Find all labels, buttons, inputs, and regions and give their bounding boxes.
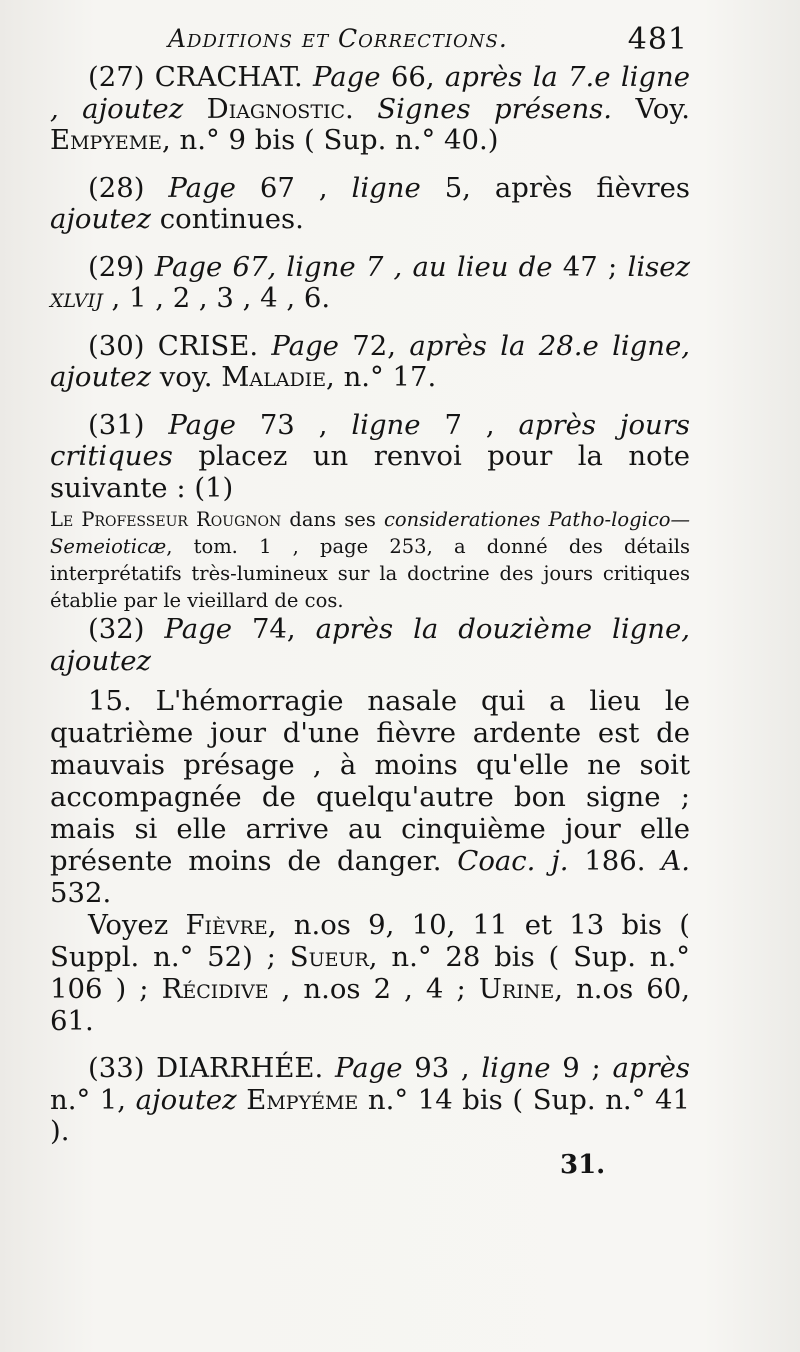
footnote	[50, 506, 690, 614]
entry-number: (32)	[88, 613, 145, 645]
entry-heading: CRISE.	[157, 329, 259, 362]
entry-text: Page	[168, 408, 236, 441]
entry-27	[50, 62, 690, 157]
entry-text: placez un renvoi pour la note suivante : (1)	[50, 440, 690, 504]
entry-text: Signes présens.	[377, 92, 613, 125]
entry-text: Page 67, ligne 7 , au lieu de	[154, 250, 553, 283]
crossref-text: Voyez	[88, 909, 169, 941]
entry-31	[50, 410, 690, 505]
running-title: Additions et Corrections.	[168, 24, 508, 53]
entry-text: après	[612, 1052, 691, 1084]
entry-text: xlvij	[50, 282, 103, 314]
crossref-text: n.os 9, 10, 11 et 13 bis ( Suppl. n.° 52) ;	[50, 909, 690, 973]
entry-number: (28)	[88, 171, 145, 204]
entry-text: lisez	[627, 250, 690, 283]
entry-text: après la 7.e ligne , ajoutez	[50, 61, 691, 125]
entry-text: 7 ,	[444, 408, 495, 441]
paragraph-text: 15. L'hémorragie nasale qui a lieu le quatrième jour d'une fièvre ardente est de mauvais présage , à moins qu'elle ne soit accompagnée de quelqu'autre bon signe ; mais si elle arrive au cinquième jour elle présente moins de danger.	[50, 685, 690, 877]
entry-text: 66,	[390, 61, 435, 93]
entry-number: (29)	[88, 250, 145, 283]
entry-33	[50, 1053, 690, 1148]
entry-text: Voy.	[635, 92, 690, 125]
entry-32	[50, 614, 690, 677]
entry-text: ligne	[351, 408, 421, 441]
entry-text: , 1 , 2 , 3 , 4 , 6.	[111, 282, 331, 314]
crossref-text: n.os 60, 61.	[50, 973, 690, 1037]
note-text: Rougnon	[196, 508, 282, 531]
page-number: 481	[627, 22, 688, 57]
entry-text: 47 ;	[562, 250, 618, 283]
note-text: dans ses	[289, 508, 376, 531]
note-text: Le Professeur	[50, 508, 188, 531]
entry-text: après jours critiques	[50, 408, 690, 472]
entry-text: Page	[334, 1052, 403, 1084]
crossref-text: Fièvre,	[185, 909, 277, 941]
entry-text: n.° 14 bis ( Sup. n.° 41 ).	[50, 1083, 690, 1147]
entry-text: n.° 1,	[50, 1083, 127, 1116]
entry-29	[50, 252, 690, 315]
reference: Coac. j.	[457, 845, 569, 877]
entry-number: (33)	[88, 1052, 145, 1084]
entry-text: Empyéme	[246, 1083, 359, 1116]
entry-text: ligne	[351, 171, 421, 204]
entry-text: n.° 17.	[343, 361, 437, 393]
entry-text: n.° 9 bis ( Sup. n.° 40.)	[179, 124, 499, 156]
entry-text: continues.	[159, 203, 304, 235]
entry-28	[50, 173, 690, 236]
entry-text: Diagnostic.	[206, 92, 354, 125]
entry-text: Page	[271, 329, 339, 362]
entry-text: 67 ,	[259, 171, 328, 204]
entry-text: ligne	[481, 1052, 551, 1084]
crossref-text: n.os 2 , 4 ;	[303, 973, 466, 1005]
reference: 186.	[584, 845, 646, 877]
note-text: considerationes Patho-logico—Semeioticæ	[50, 508, 690, 558]
entry-heading: CRACHAT.	[154, 61, 303, 93]
crossref-text: n.° 28 bis ( Sup. n.° 106 ) ;	[50, 941, 690, 1005]
entry-text: Empyeme,	[50, 124, 171, 156]
entry-number: (30)	[88, 329, 145, 362]
entry-text: 72,	[352, 329, 397, 362]
entry-text: après la 28.e ligne, ajoutez	[50, 329, 691, 393]
reference: A.	[661, 845, 690, 877]
entry-text: après la douzième ligne, ajoutez	[50, 613, 690, 677]
entry-text: Maladie,	[221, 361, 335, 393]
signature-mark: 31.	[560, 1150, 606, 1180]
entry-text: 93 ,	[414, 1052, 470, 1084]
entry-text: 5, après fièvres	[444, 171, 691, 204]
entry-number: (31)	[88, 408, 145, 441]
reference: 532.	[50, 877, 112, 909]
entry-text: ajoutez	[135, 1083, 237, 1116]
crossref-text: Récidive ,	[161, 973, 291, 1005]
entry-heading: DIARRHÉE.	[156, 1052, 324, 1084]
entry-text: 9 ;	[562, 1052, 601, 1084]
entry-text: 74,	[251, 613, 296, 645]
entry-text: ajoutez	[50, 203, 152, 235]
note-text: , tom. 1 , page 253, a donné des détails interprétatifs très-lumineux sur la doctrine des jours critiques établie par le vieillard de cos.	[50, 535, 690, 612]
crossref-text: Sueur,	[289, 941, 378, 973]
entry-text: 73 ,	[259, 408, 328, 441]
entry-30	[50, 331, 690, 394]
running-header	[168, 24, 688, 64]
cross-references	[50, 909, 690, 1037]
paragraph-15	[50, 685, 690, 909]
entry-number: (27)	[88, 61, 145, 93]
entry-text: voy.	[159, 361, 213, 393]
entry-text: Page	[168, 171, 236, 204]
page-body	[50, 62, 690, 1164]
entry-text: Page	[313, 61, 381, 93]
entry-text: Page	[164, 613, 232, 645]
crossref-text: Urine,	[478, 973, 564, 1005]
